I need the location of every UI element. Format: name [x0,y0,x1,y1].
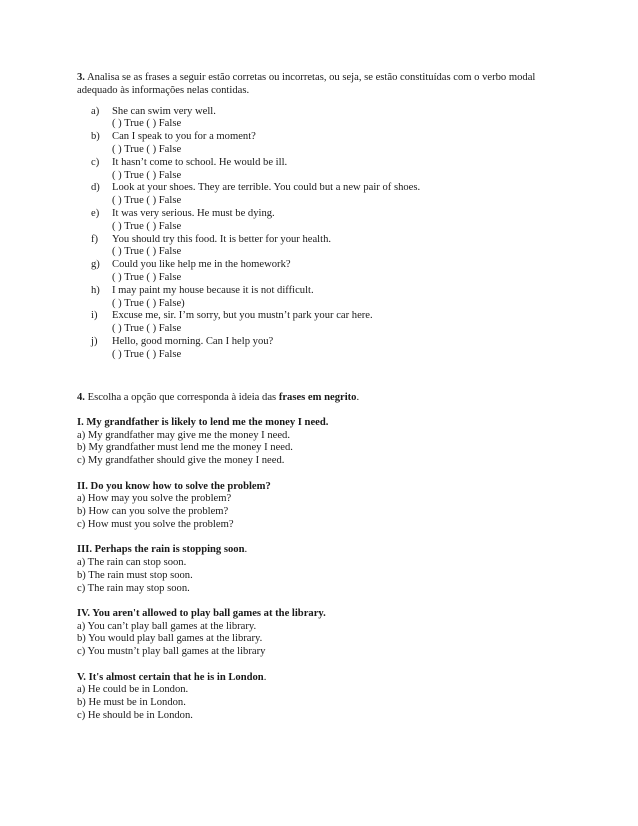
option-a: a) He could be in London. [77,684,189,696]
question-4-instruction-emphasis: frases em negrito [278,391,357,403]
item-sentence: Excuse me, sir. I’m sorry, but you mustn’t park your car here. [112,310,373,322]
true-false-options: ( ) True ( ) False [112,118,182,130]
list-item [77,131,567,157]
block-title-suffix: . [244,544,248,556]
list-item [77,285,567,311]
question-4-block-2 [77,481,567,532]
option-c: c) He should be in London. [77,709,193,721]
worksheet-page [77,72,567,723]
question-4-block-4 [77,608,567,659]
item-sentence: I may paint my house because it is not difficult. [112,284,314,296]
option-c: c) The rain may stop soon. [77,582,190,594]
item-letter: c) [91,156,100,168]
option-b: b) You would play ball games at the library. [77,633,263,645]
question-4-instruction-start: Escolha a opção que corresponda à ideia das [87,391,279,403]
item-sentence: Hello, good morning. Can I help you? [112,335,274,347]
question-4-header [77,392,567,405]
block-title: II. Do you know how to solve the problem? [77,480,271,492]
list-item [77,336,567,362]
true-false-options: ( ) True ( ) False [112,348,182,360]
true-false-options: ( ) True ( ) False) [112,297,185,309]
item-sentence: Could you like help me in the homework? [112,259,291,271]
question-3-instruction: Analisa se as frases a seguir estão corretas ou incorretas, ou seja, se estão constituídas com o verbo modal adequado às informações nelas contidas. [77,72,536,96]
question-4-block-1 [77,417,567,468]
item-letter: i) [91,310,98,322]
question-4-block-5 [77,672,567,723]
block-title: V. It's almost certain that he is in London [77,671,264,683]
question-3-list [77,106,567,362]
question-4-number: 4. [77,391,85,403]
question-4-block-3 [77,544,567,595]
option-c: c) How must you solve the problem? [77,518,234,530]
true-false-options: ( ) True ( ) False [112,271,182,283]
item-sentence: You should try this food. It is better for your health. [112,233,332,245]
item-letter: h) [91,284,100,296]
option-a: a) You can’t play ball games at the library. [77,620,257,632]
option-b: b) My grandfather must lend me the money I need. [77,442,293,454]
list-item [77,234,567,260]
list-item [77,310,567,336]
true-false-options: ( ) True ( ) False [112,143,182,155]
option-a: a) How may you solve the problem? [77,493,232,505]
question-4-instruction-end: . [356,391,360,403]
question-3-number: 3. [77,72,85,83]
list-item [77,106,567,132]
question-3-header [77,72,567,98]
item-sentence: It was very serious. He must be dying. [112,207,275,219]
item-sentence: Can I speak to you for a moment? [112,131,256,143]
item-letter: b) [91,131,100,143]
list-item [77,157,567,183]
option-a: a) My grandfather may give me the money I need. [77,429,290,441]
block-title: III. Perhaps the rain is stopping soon [77,544,245,556]
item-sentence: She can swim very well. [112,105,216,117]
block-title: I. My grandfather is likely to lend me the money I need. [77,416,329,428]
block-title: IV. You aren't allowed to play ball games at the library. [77,607,326,619]
option-b: b) He must be in London. [77,697,186,709]
option-b: b) How can you solve the problem? [77,506,229,518]
item-letter: d) [91,182,100,194]
true-false-options: ( ) True ( ) False [112,323,182,335]
true-false-options: ( ) True ( ) False [112,195,182,207]
true-false-options: ( ) True ( ) False [112,246,182,258]
item-letter: f) [91,233,99,245]
item-sentence: Look at your shoes. They are terrible. You could but a new pair of shoes. [112,182,421,194]
option-c: c) My grandfather should give the money I need. [77,455,285,467]
item-letter: j) [91,335,98,347]
true-false-options: ( ) True ( ) False [112,169,182,181]
list-item [77,208,567,234]
list-item [77,259,567,285]
option-a: a) The rain can stop soon. [77,557,187,568]
true-false-options: ( ) True ( ) False [112,220,182,232]
option-b: b) The rain must stop soon. [77,569,193,581]
list-item [77,182,567,208]
item-letter: g) [91,259,100,271]
block-title-suffix: . [263,671,267,683]
item-sentence: It hasn’t come to school. He would be ill. [112,156,288,168]
option-c: c) You mustn’t play ball games at the library [77,646,266,658]
item-letter: a) [91,105,100,117]
item-letter: e) [91,207,100,219]
